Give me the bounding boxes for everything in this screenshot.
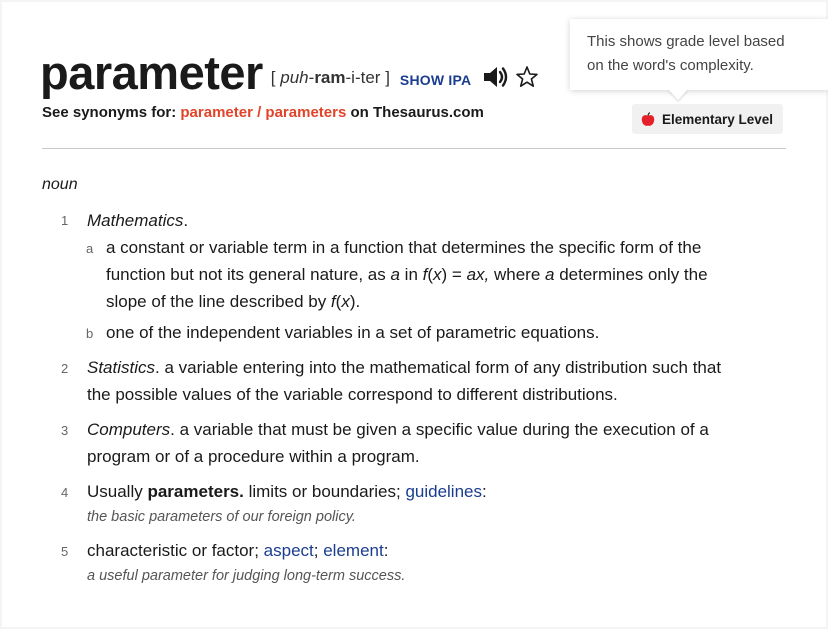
synonyms-link[interactable]: parameter / parameters bbox=[180, 104, 347, 121]
definition-number: 5 bbox=[61, 544, 69, 559]
definition-4-example: the basic parameters of our foreign policy. bbox=[87, 509, 356, 525]
speaker-icon[interactable] bbox=[482, 65, 508, 89]
synonyms-on: on bbox=[350, 104, 369, 121]
definition-1-label: Mathematics. bbox=[87, 211, 189, 230]
tooltip-arrow bbox=[668, 89, 688, 100]
definition-1b-line1: one of the independent variables in a set of parametric equations. bbox=[106, 323, 600, 342]
definition-3-line2: program or of a procedure within a program. bbox=[87, 447, 420, 466]
definition-2-line1: Statistics. a variable entering into the mathematical form of any distribution such that bbox=[87, 358, 722, 377]
header-divider bbox=[42, 148, 786, 149]
thesaurus-link[interactable]: Thesaurus.com bbox=[373, 104, 484, 121]
definition-number: 1 bbox=[61, 213, 69, 228]
definition-number: 2 bbox=[61, 361, 69, 376]
apple-icon bbox=[641, 112, 655, 127]
grade-level-badge[interactable] bbox=[632, 104, 783, 134]
definition-1a-line1: a constant or variable term in a function that determines the specific form of the bbox=[106, 238, 702, 257]
synonyms-prefix: See synonyms for: bbox=[42, 104, 177, 121]
definition-1a-line2: function but not its general nature, as a in f(x) = ax, where a determines only the bbox=[106, 265, 708, 284]
definition-3-line1: Computers. a variable that must be given a specific value during the execution of a bbox=[87, 420, 709, 439]
definition-number: 4 bbox=[61, 485, 69, 500]
grade-level-label: Elementary Level bbox=[662, 111, 774, 127]
definition-2-line2: the possible values of the variable correspond to different distributions. bbox=[87, 385, 618, 404]
xref-link-aspect[interactable]: aspect bbox=[263, 541, 314, 560]
part-of-speech: noun bbox=[42, 176, 78, 193]
definition-number: 3 bbox=[61, 423, 69, 438]
definition-5-line1: characteristic or factor; aspect; element: bbox=[87, 541, 389, 560]
headword-row bbox=[40, 36, 538, 99]
sub-definition-letter: a bbox=[86, 241, 94, 256]
xref-link-element[interactable]: element bbox=[323, 541, 384, 560]
xref-link-guidelines[interactable]: guidelines bbox=[405, 482, 482, 501]
definition-4-line1: Usually parameters. limits or boundaries; guidelines: bbox=[87, 482, 487, 501]
grade-level-tooltip bbox=[570, 19, 828, 90]
star-icon[interactable] bbox=[516, 65, 538, 89]
show-ipa-button[interactable]: SHOW IPA bbox=[399, 72, 472, 88]
sub-definition-letter: b bbox=[86, 326, 94, 341]
pronunciation: [ puh-ram-i-ter ] bbox=[270, 68, 390, 87]
definition-5-example: a useful parameter for judging long-term success. bbox=[87, 568, 406, 584]
tooltip-line-1: This shows grade level based bbox=[587, 33, 785, 50]
definition-1a-line3: slope of the line described by f(x). bbox=[106, 292, 361, 311]
headword: parameter bbox=[40, 46, 263, 99]
tooltip-line-2: on the word's complexity. bbox=[587, 57, 754, 74]
synonyms-row bbox=[42, 104, 484, 121]
